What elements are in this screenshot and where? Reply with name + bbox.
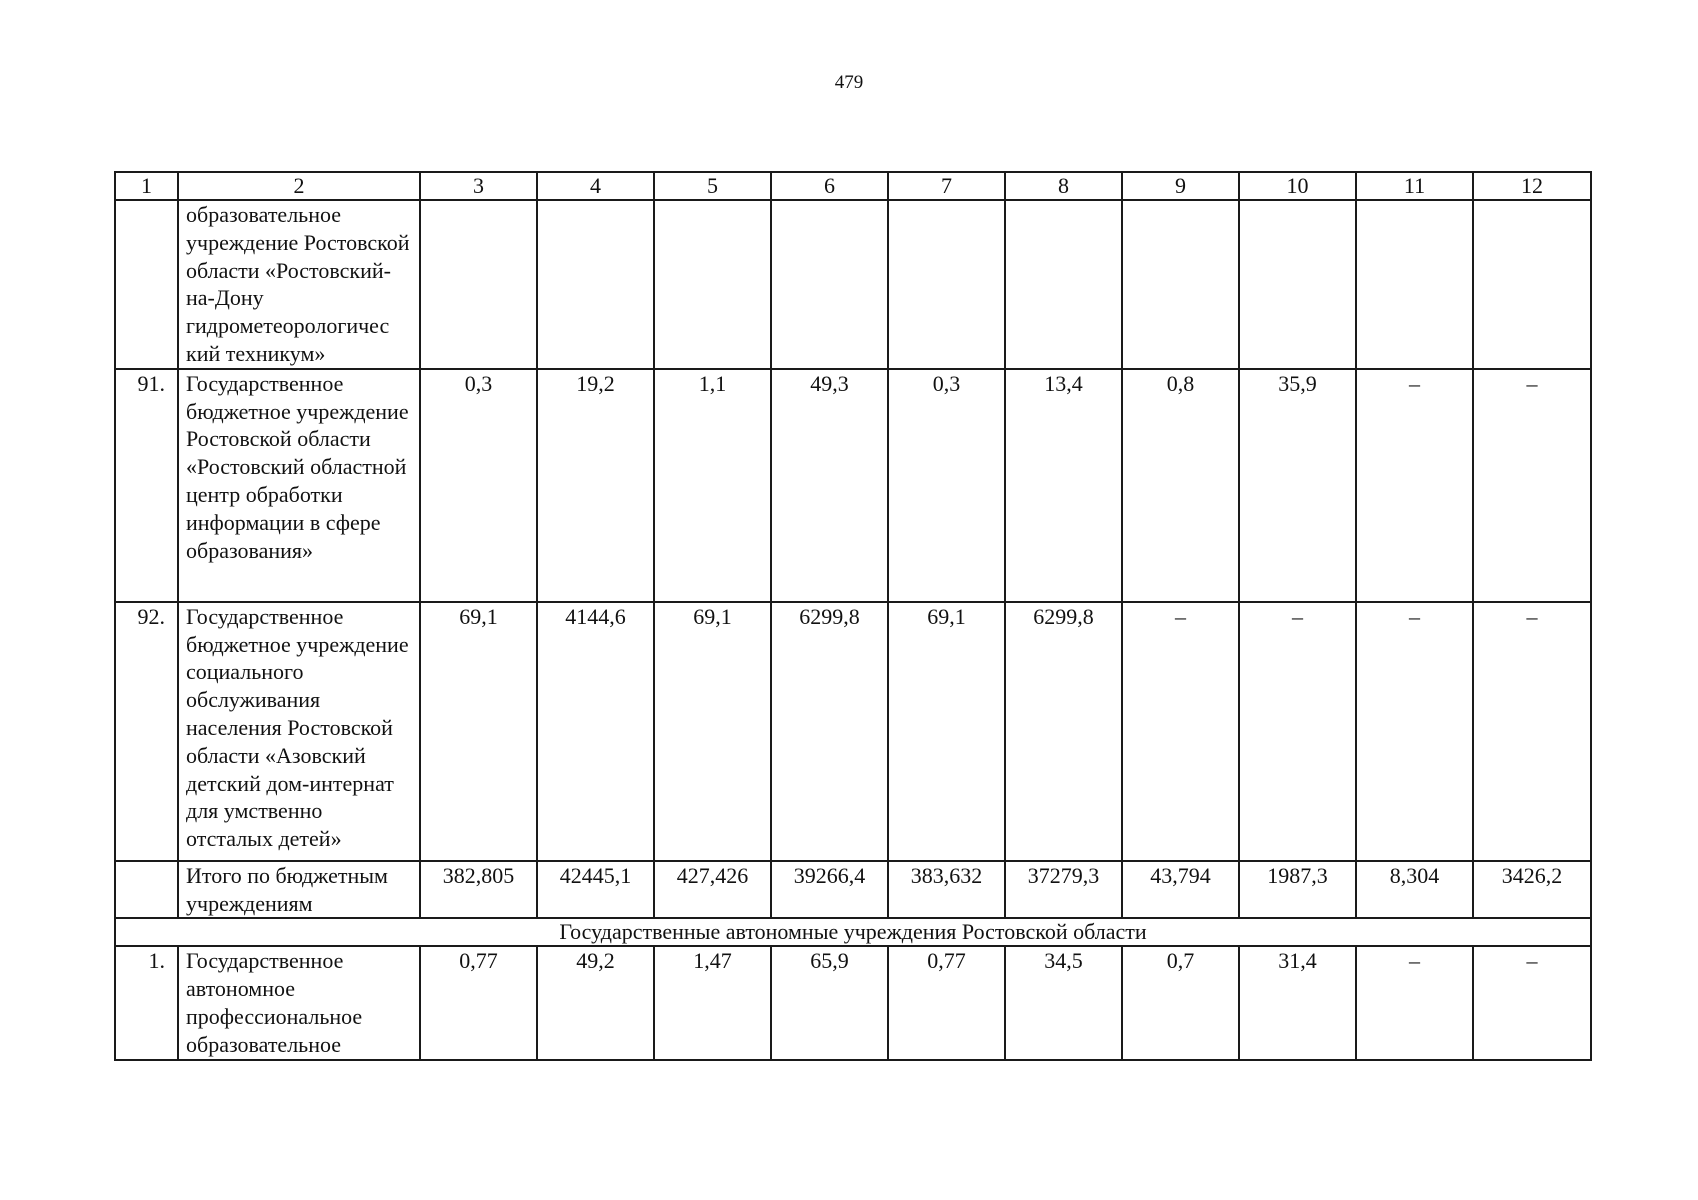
value-cell <box>1356 200 1473 369</box>
value-cell <box>888 200 1005 369</box>
institution-name: Государственное автономное профессиональное образовательное <box>178 946 420 1059</box>
value-cell: 6299,8 <box>1005 602 1122 861</box>
value-cell: 1987,3 <box>1239 861 1356 919</box>
section-row <box>115 918 1591 946</box>
section-title: Государственные автономные учреждения Ростовской области <box>115 918 1591 946</box>
value-cell: 6299,8 <box>771 602 888 861</box>
value-cell <box>1239 200 1356 369</box>
row-number <box>115 861 178 919</box>
table-body <box>115 172 1591 1060</box>
value-cell: 3426,2 <box>1473 861 1591 919</box>
value-cell: 42445,1 <box>537 861 654 919</box>
table-row <box>115 946 1591 1059</box>
value-cell <box>654 200 771 369</box>
value-cell: 1,47 <box>654 946 771 1059</box>
column-number: 9 <box>1122 172 1239 200</box>
table-row <box>115 200 1591 369</box>
value-cell: 31,4 <box>1239 946 1356 1059</box>
table-row <box>115 602 1591 861</box>
value-cell: 43,794 <box>1122 861 1239 919</box>
data-table <box>114 171 1592 1061</box>
column-number: 10 <box>1239 172 1356 200</box>
institution-name: Государственное бюджетное учреждение Ростовской области «Ростовский областной центр обработки информации в сфере образования» <box>178 369 420 602</box>
value-cell: – <box>1356 369 1473 602</box>
column-number: 11 <box>1356 172 1473 200</box>
column-number-row <box>115 172 1591 200</box>
column-number: 7 <box>888 172 1005 200</box>
column-number: 2 <box>178 172 420 200</box>
value-cell: 49,2 <box>537 946 654 1059</box>
value-cell: – <box>1473 369 1591 602</box>
column-number: 3 <box>420 172 537 200</box>
value-cell <box>1473 200 1591 369</box>
page-number: 479 <box>834 72 864 93</box>
value-cell: 34,5 <box>1005 946 1122 1059</box>
value-cell <box>1005 200 1122 369</box>
row-number: 1. <box>115 946 178 1059</box>
value-cell <box>1122 200 1239 369</box>
column-number: 5 <box>654 172 771 200</box>
value-cell: 39266,4 <box>771 861 888 919</box>
value-cell: – <box>1122 602 1239 861</box>
value-cell: 8,304 <box>1356 861 1473 919</box>
value-cell: 4144,6 <box>537 602 654 861</box>
value-cell: 427,426 <box>654 861 771 919</box>
institution-name: образовательное учреждение Ростовской области «Ростовский-на-Дону гидрометеорологичес кий техникум» <box>178 200 420 369</box>
value-cell <box>420 200 537 369</box>
value-cell <box>537 200 654 369</box>
value-cell: 0,8 <box>1122 369 1239 602</box>
value-cell: 382,805 <box>420 861 537 919</box>
value-cell: 69,1 <box>888 602 1005 861</box>
value-cell: 65,9 <box>771 946 888 1059</box>
value-cell: 69,1 <box>654 602 771 861</box>
row-number: 92. <box>115 602 178 861</box>
value-cell: 383,632 <box>888 861 1005 919</box>
row-number: 91. <box>115 369 178 602</box>
value-cell: – <box>1473 602 1591 861</box>
value-cell: – <box>1356 602 1473 861</box>
value-cell: 0,3 <box>420 369 537 602</box>
value-cell: 0,7 <box>1122 946 1239 1059</box>
value-cell: 69,1 <box>420 602 537 861</box>
column-number: 8 <box>1005 172 1122 200</box>
column-number: 1 <box>115 172 178 200</box>
value-cell: 37279,3 <box>1005 861 1122 919</box>
value-cell: 49,3 <box>771 369 888 602</box>
value-cell: 1,1 <box>654 369 771 602</box>
value-cell: 0,77 <box>888 946 1005 1059</box>
value-cell: 35,9 <box>1239 369 1356 602</box>
institution-name: Государственное бюджетное учреждение социального обслуживания населения Ростовской области «Азовский детский дом-интернат для умственно отсталых детей» <box>178 602 420 861</box>
value-cell: – <box>1356 946 1473 1059</box>
column-number: 4 <box>537 172 654 200</box>
value-cell: – <box>1239 602 1356 861</box>
column-number: 6 <box>771 172 888 200</box>
value-cell: – <box>1473 946 1591 1059</box>
value-cell: 0,3 <box>888 369 1005 602</box>
institution-name: Итого по бюджетным учреждениям <box>178 861 420 919</box>
row-number <box>115 200 178 369</box>
table-row <box>115 369 1591 602</box>
value-cell <box>771 200 888 369</box>
value-cell: 0,77 <box>420 946 537 1059</box>
value-cell: 19,2 <box>537 369 654 602</box>
table-row <box>115 861 1591 919</box>
value-cell: 13,4 <box>1005 369 1122 602</box>
column-number: 12 <box>1473 172 1591 200</box>
